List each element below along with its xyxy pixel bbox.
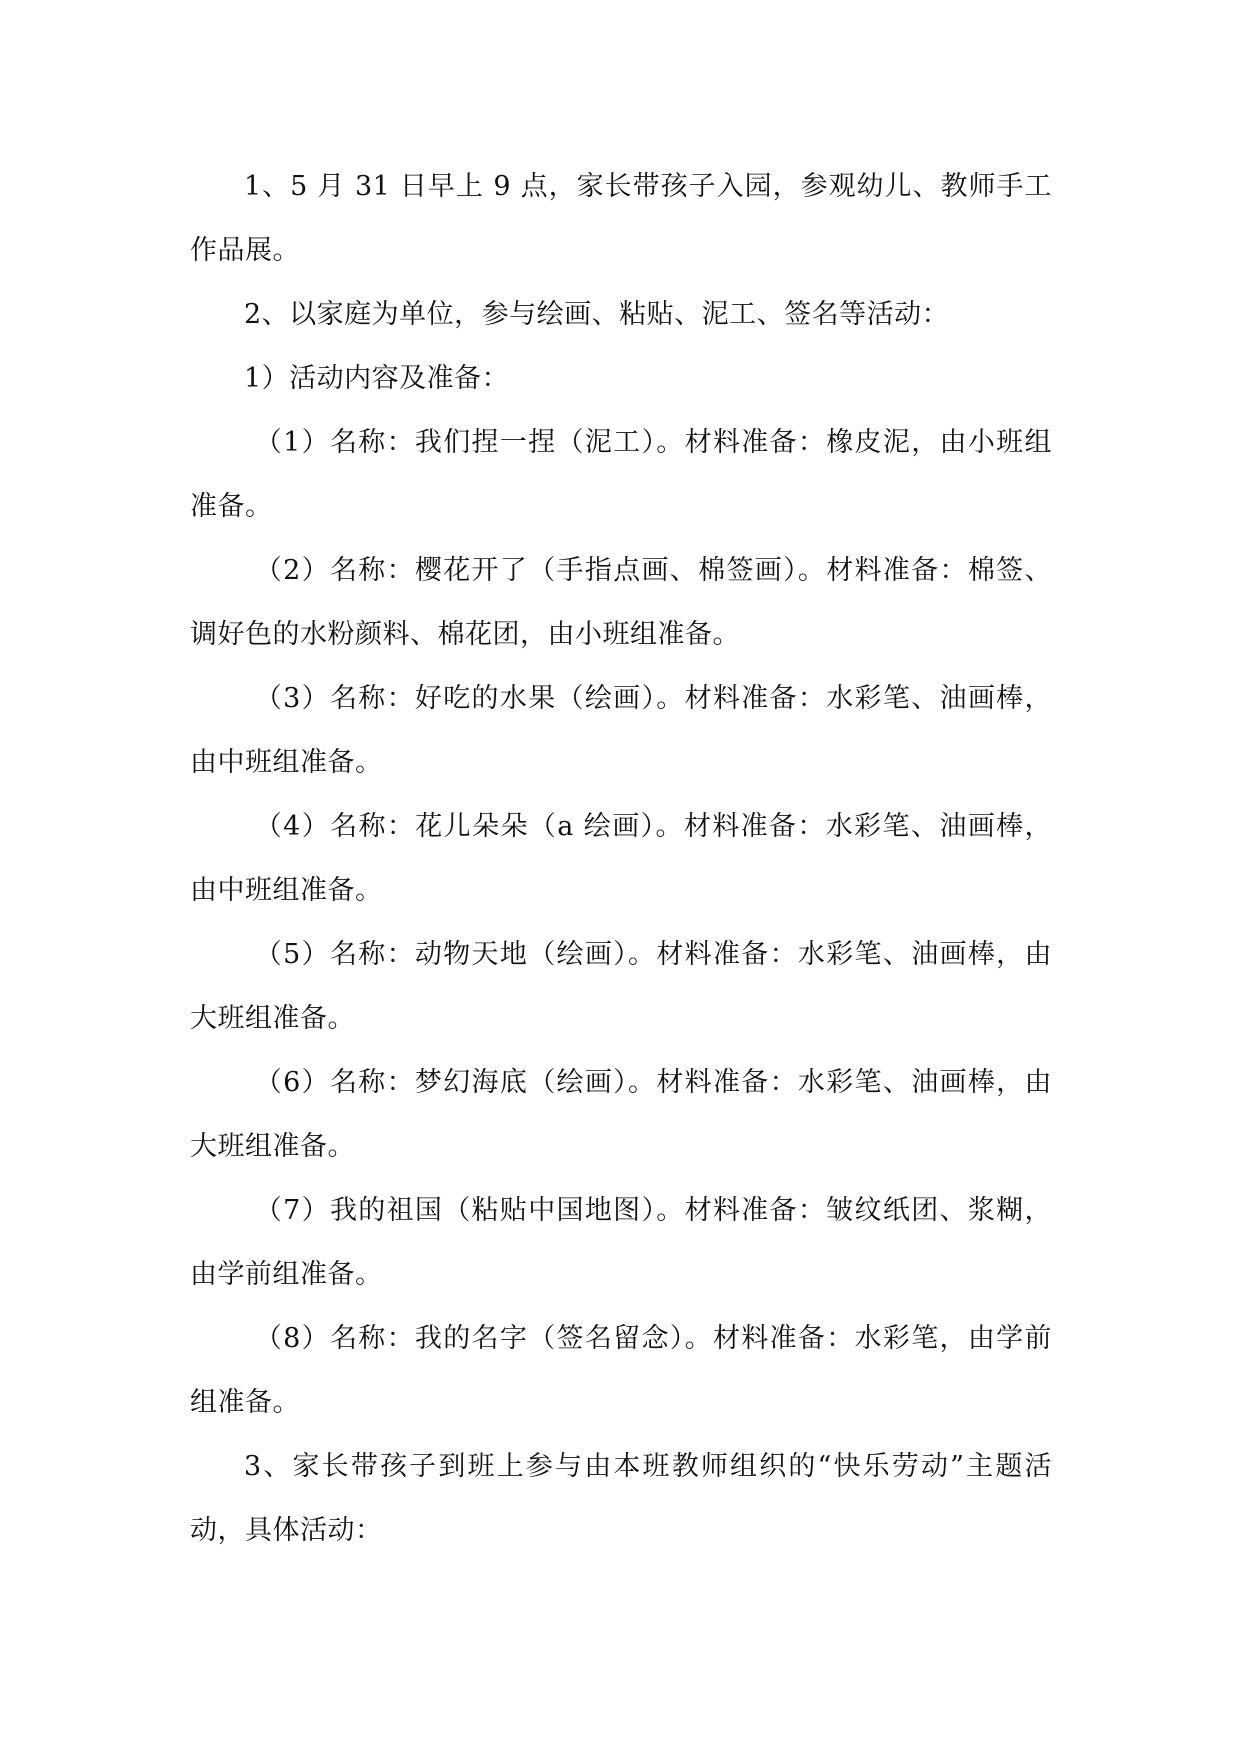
list-item-activity-2: （2）名称：樱花开了（手指点画、棉签画）。材料准备：棉签、调好色的水粉颜料、棉花团，由小班组准备。	[190, 555, 1052, 650]
list-item-activity-8: （8）名称：我的名字（签名留念）。材料准备：水彩笔，由学前组准备。	[190, 1323, 1052, 1418]
paragraph-family-activities: 2、以家庭为单位，参与绘画、粘贴、泥工、签名等活动：	[244, 299, 950, 330]
list-item-activity-7: （7）我的祖国（粘贴中国地图）。材料准备：皱纹纸团、浆糊，由学前组准备。	[190, 1195, 1052, 1290]
list-item-activity-1: （1）名称：我们捏一捏（泥工）。材料准备：橡皮泥，由小班组准备。	[190, 427, 1052, 522]
list-item-activity-3: （3）名称：好吃的水果（绘画）。材料准备：水彩笔、油画棒，由中班组准备。	[190, 683, 1052, 778]
paragraph-class-activity: 3、家长带孩子到班上参与由本班教师组织的“快乐劳动”主题活动，具体活动：	[190, 1451, 1052, 1546]
list-item-activity-5: （5）名称：动物天地（绘画）。材料准备：水彩笔、油画棒，由大班组准备。	[190, 939, 1052, 1034]
document-body	[190, 155, 1052, 1563]
paragraph-content-heading: 1）活动内容及准备：	[244, 363, 510, 394]
paragraph-schedule: 1、5 月 31 日早上 9 点，家长带孩子入园，参观幼儿、教师手工作品展。	[190, 171, 1052, 266]
list-item-activity-6: （6）名称：梦幻海底（绘画）。材料准备：水彩笔、油画棒，由大班组准备。	[190, 1067, 1052, 1162]
list-item-activity-4: （4）名称：花儿朵朵（a 绘画）。材料准备：水彩笔、油画棒，由中班组准备。	[190, 811, 1052, 906]
